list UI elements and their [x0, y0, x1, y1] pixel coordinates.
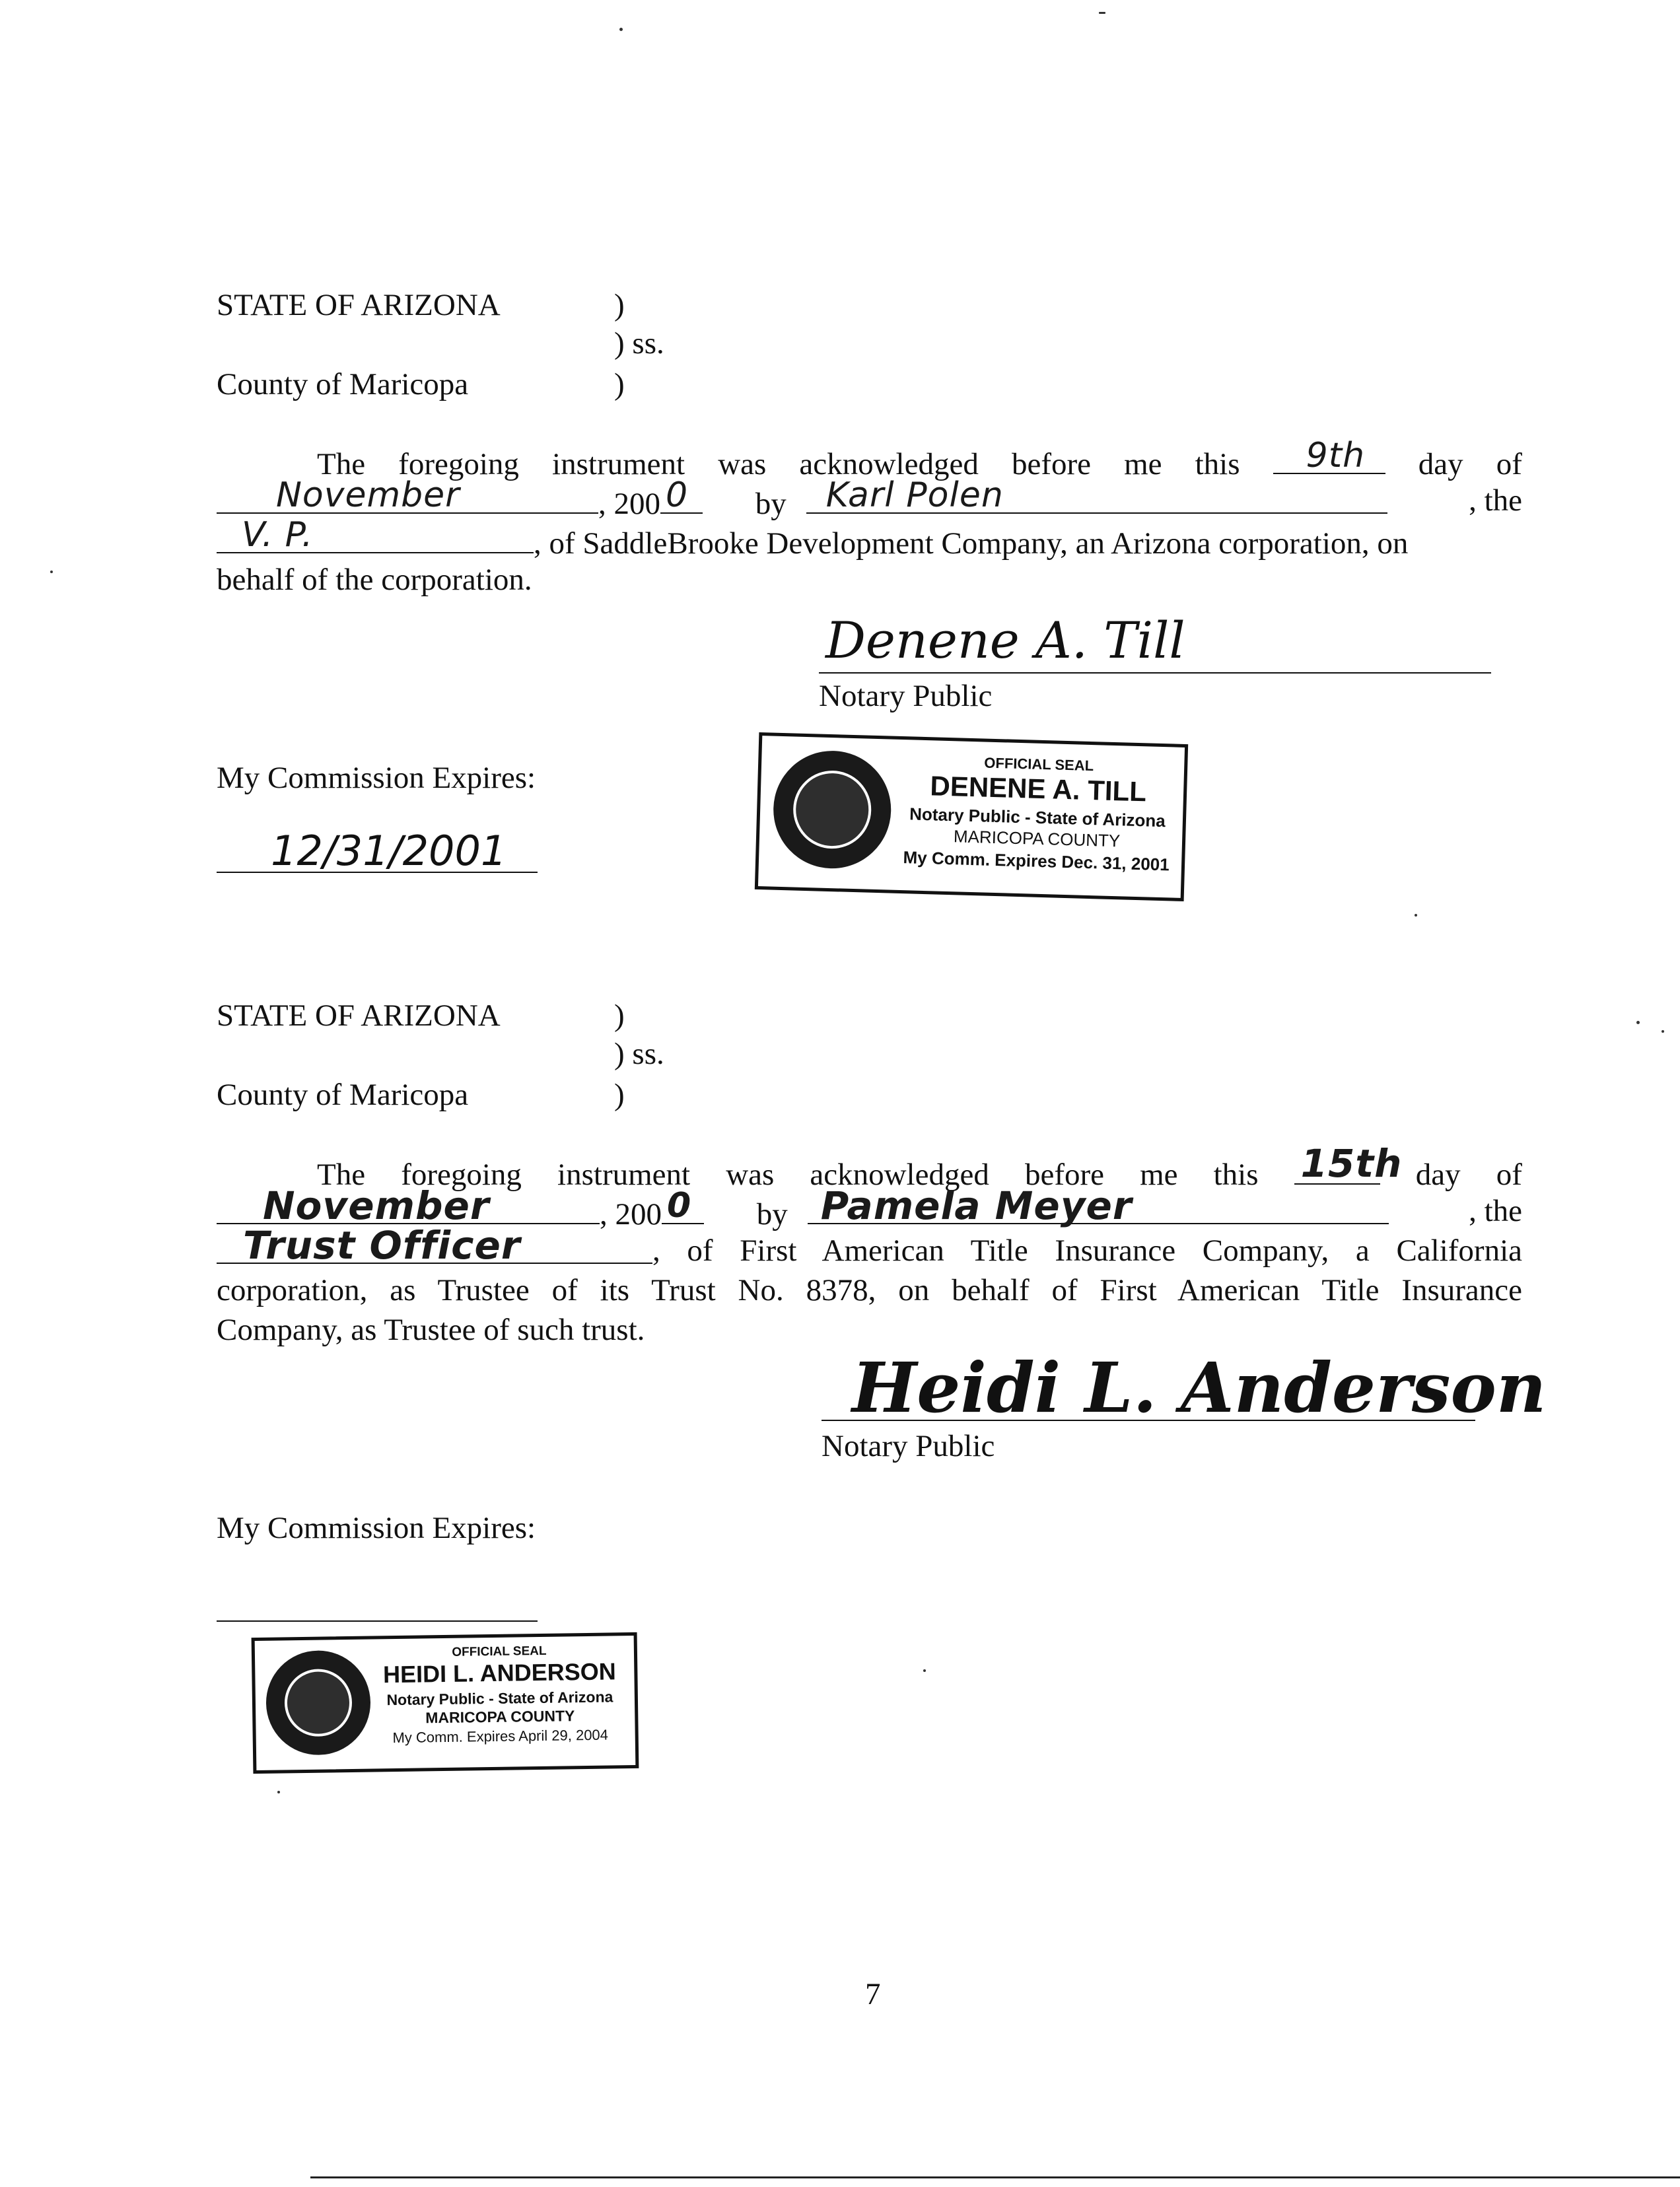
arizona-state-seal-icon	[265, 1650, 371, 1756]
year-handwritten: 0	[667, 1186, 692, 1226]
day-handwritten: 15th	[1300, 1141, 1403, 1186]
title-handwritten: V. P.	[242, 515, 314, 555]
notary-public-label: Notary Public	[822, 1429, 995, 1463]
notary-signature: Heidi L. Anderson	[852, 1347, 1547, 1428]
venue-bracket: )	[614, 288, 625, 322]
scan-speck	[1415, 914, 1417, 917]
notary-signature: Denene A. Till	[825, 611, 1185, 670]
name-handwritten: Pamela Meyer	[820, 1183, 1133, 1228]
name-blank	[808, 1183, 1389, 1228]
year-blank	[660, 475, 703, 515]
arizona-state-seal-icon	[772, 749, 893, 870]
scan-speck	[923, 1669, 926, 1672]
scan-speck	[1636, 1021, 1640, 1024]
month-handwritten: November	[263, 1183, 490, 1228]
title-blank	[217, 515, 534, 555]
scan-speck	[1099, 12, 1105, 14]
seal-expires: My Comm. Expires Dec. 31, 2001	[903, 847, 1170, 875]
notary-seal-stamp	[252, 1632, 639, 1774]
signature-line	[819, 672, 1491, 674]
ack-line-1: The foregoing instrument was acknowledged before me this 9th day of	[317, 436, 1522, 481]
scan-speck	[619, 28, 623, 31]
scan-speck	[277, 1791, 280, 1793]
scan-edge-line	[310, 2176, 1680, 2178]
seal-notary-name: HEIDI L. ANDERSON	[382, 1657, 616, 1688]
ack-line-4: behalf of the corporation.	[217, 563, 532, 597]
seal-county: MARICOPA COUNTY	[425, 1707, 575, 1727]
ack-line-2: November , 200 0 by Pamela Meyer , the	[217, 1191, 1522, 1234]
venue-ss: ) ss.	[614, 1037, 664, 1071]
ack-line-1: The foregoing instrument was acknowledged before me this 15th day of	[317, 1141, 1522, 1192]
seal-state: Notary Public - State of Arizona	[909, 804, 1166, 831]
commission-expires-label: My Commission Expires:	[217, 1511, 536, 1545]
seal-state: Notary Public - State of Arizona	[386, 1688, 613, 1709]
name-handwritten: Karl Polen	[825, 475, 1004, 515]
month-blank	[217, 1183, 600, 1228]
seal-official-label: OFFICIAL SEAL	[984, 754, 1094, 775]
page-number: 7	[865, 1977, 881, 2011]
ack-line-3: V. P. , of SaddleBrooke Development Company, an Arizona corporation, on	[217, 520, 1408, 563]
commission-date-line	[217, 1620, 538, 1622]
venue-bracket: )	[614, 367, 625, 401]
scan-speck	[50, 571, 53, 573]
month-handwritten: November	[276, 475, 460, 515]
venue-bracket: )	[614, 998, 625, 1033]
title-handwritten: Trust Officer	[243, 1223, 521, 1268]
title-blank	[217, 1223, 652, 1268]
seal-notary-name: DENENE A. TILL	[929, 770, 1147, 808]
ack-line-2: November , 200 0 by Karl Polen , the	[217, 481, 1522, 524]
state-heading: STATE OF ARIZONA	[217, 288, 501, 322]
seal-county: MARICOPA COUNTY	[953, 826, 1121, 851]
county-heading: County of Maricopa	[217, 367, 469, 401]
name-blank	[806, 475, 1387, 515]
ack-line-5: Company, as Trustee of such trust.	[217, 1313, 645, 1347]
day-blank	[1294, 1141, 1403, 1186]
notary-seal-stamp	[755, 732, 1188, 901]
commission-date-handwritten: 12/31/2001	[271, 827, 507, 875]
day-blank	[1273, 436, 1385, 475]
day-handwritten: 9th	[1306, 436, 1366, 475]
month-blank	[217, 475, 598, 515]
county-heading: County of Maricopa	[217, 1078, 469, 1112]
venue-bracket: )	[614, 1078, 625, 1112]
commission-expires-label: My Commission Expires:	[217, 761, 536, 795]
ack-line-4: corporation, as Trustee of its Trust No. 8378, on behalf of First American Title Insurance	[217, 1273, 1522, 1307]
year-blank	[662, 1186, 704, 1226]
ack-line-3: Trust Officer , of First American Title Insurance Company, a California	[217, 1231, 1522, 1274]
notary-public-label: Notary Public	[819, 679, 993, 713]
state-heading: STATE OF ARIZONA	[217, 998, 501, 1033]
seal-expires: My Comm. Expires April 29, 2004	[392, 1726, 609, 1747]
seal-official-label: OFFICIAL SEAL	[452, 1644, 547, 1659]
venue-ss: ) ss.	[614, 326, 664, 361]
year-handwritten: 0	[666, 475, 689, 515]
scan-speck	[1662, 1030, 1664, 1033]
